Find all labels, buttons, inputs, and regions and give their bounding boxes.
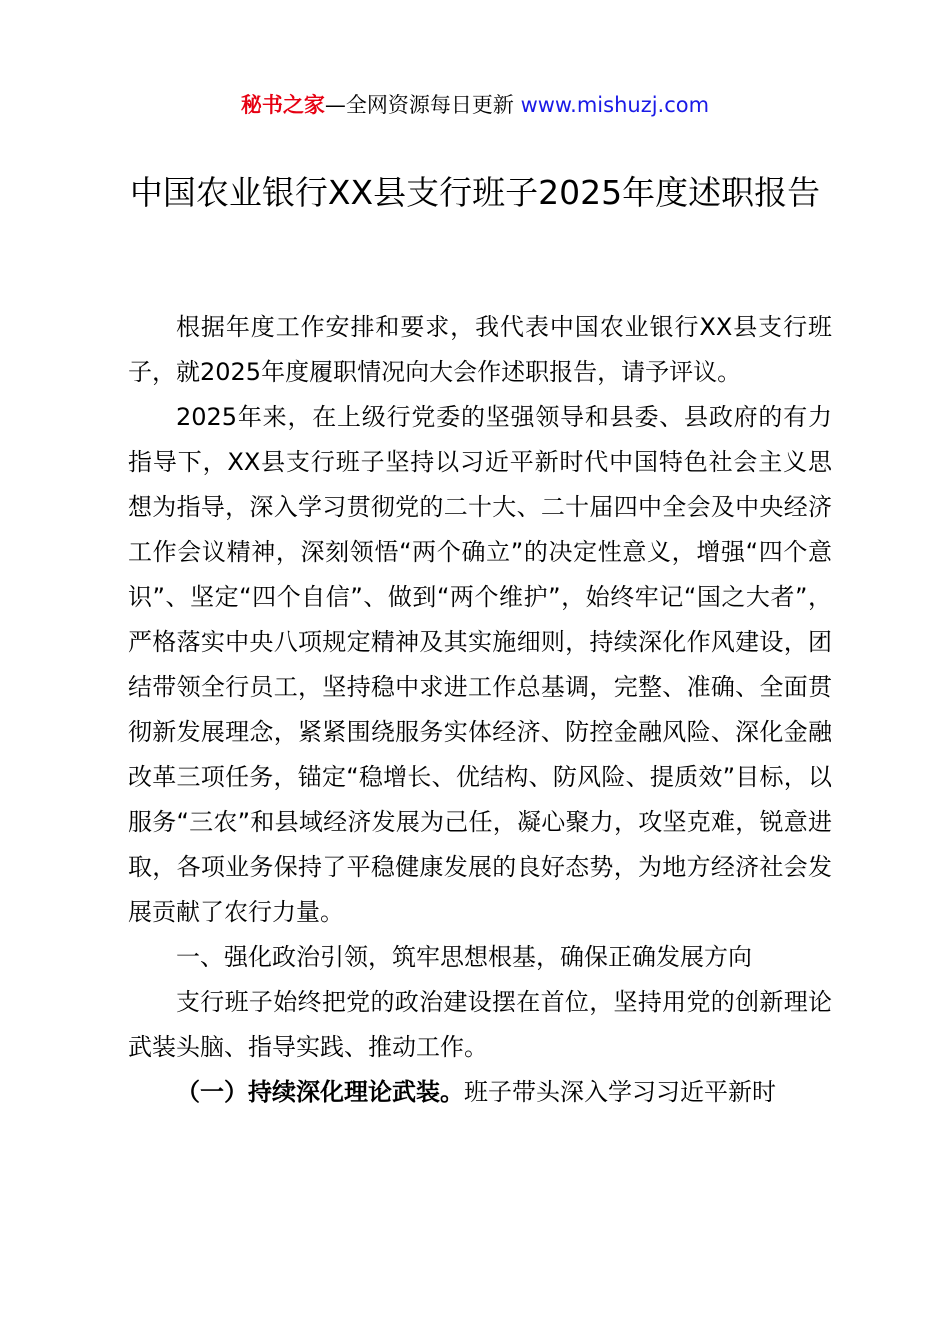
header-tagline: —全网资源每日更新 xyxy=(324,93,521,117)
subsection-1-heading: （一）持续深化理论武装。 xyxy=(176,1078,464,1106)
document-title: 中国农业银行XX县支行班子2025年度述职报告 xyxy=(129,173,821,212)
summary-paragraph: 2025年来，在上级行党委的坚强领导和县委、县政府的有力指导下，XX县支行班子坚持以习近平新时代中国特色社会主义思想为指导，深入学习贯彻党的二十大、二十届四中全会及中央经济工作会议精神，深刻领悟“两个确立”的决定性意义，增强“四个意识”、坚定“四个自信”、做到“两个维护”，始终牢记“国之大者”，严格落实中央八项规定精神及其实施细则，持续深化作风建设，团结带领全行员工，坚持稳中求进工作总基调，完整、准确、全面贯彻新发展理念，紧紧围绕服务实体经济、防控金融风险、深化金融改革三项任务，锚定“稳增长、优结构、防风险、提质效”目标，以服务“三农”和县域经济发展为己任，凝心聚力，攻坚克难，锐意进取，各项业务保持了平稳健康发展的良好态势，为地方经济社会发展贡献了农行力量。 xyxy=(128,403,832,926)
intro-paragraph: 根据年度工作安排和要求，我代表中国农业银行XX县支行班子，就2025年度履职情况向大会作述职报告，请予评议。 xyxy=(128,313,832,386)
site-url-link[interactable]: www.mishuzj.com xyxy=(520,93,710,117)
subsection-1-text: 班子带头深入学习习近平新时 xyxy=(464,1078,776,1106)
section-heading-1: 一、强化政治引领，筑牢思想根基，确保正确发展方向 xyxy=(176,943,752,971)
document-body xyxy=(128,305,832,1115)
subsection-1-paragraph xyxy=(128,1070,832,1115)
brand-name: 秘书之家 xyxy=(240,93,325,117)
section-1-paragraph: 支行班子始终把党的政治建设摆在首位，坚持用党的创新理论武装头脑、指导实践、推动工作。 xyxy=(128,988,832,1061)
site-header xyxy=(0,90,950,120)
